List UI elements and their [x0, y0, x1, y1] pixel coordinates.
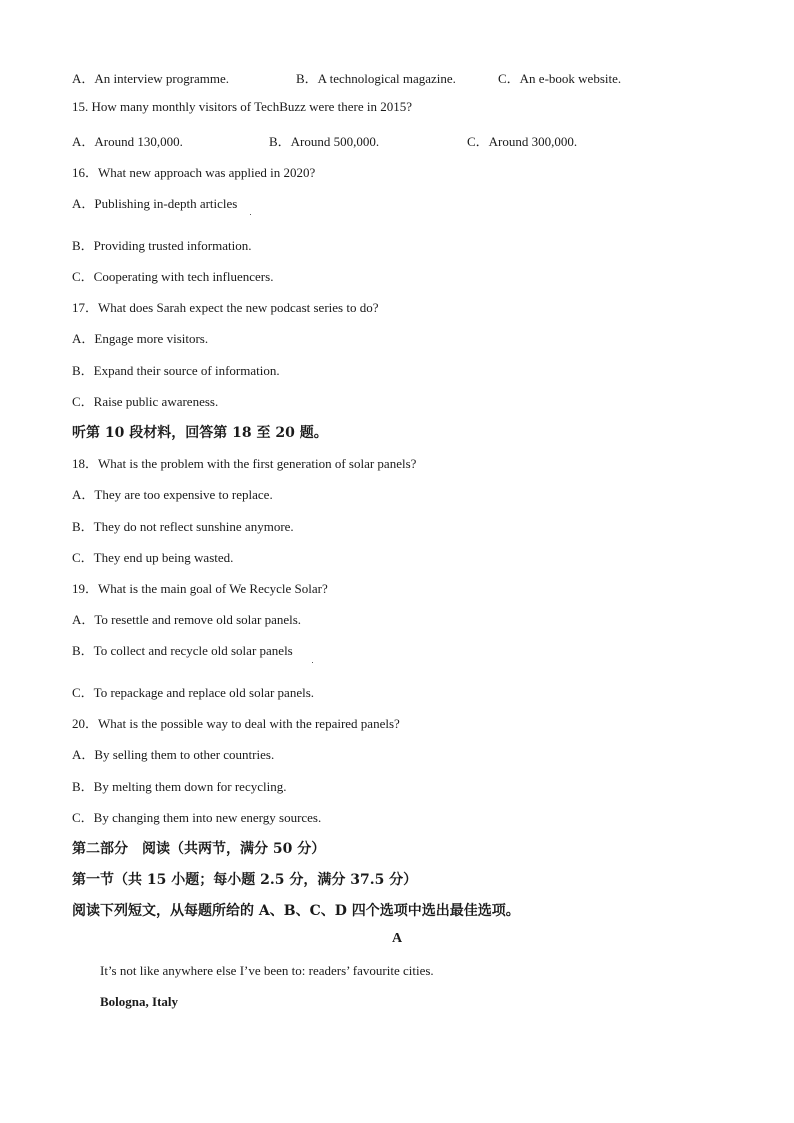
- q19-option-b: B．To collect and recycle old solar panels: [72, 643, 293, 658]
- city-title: Bologna, Italy: [100, 994, 179, 1009]
- q14-option-c: C．An e-book website.: [498, 71, 622, 86]
- stray-mark: [312, 662, 313, 663]
- q19-question: 19．What is the main goal of We Recycle Solar?: [72, 581, 328, 596]
- q19-option-c: C．To repackage and replace old solar panels.: [72, 685, 315, 700]
- q17-option-c: C．Raise public awareness.: [72, 394, 219, 409]
- q17-question: 17．What does Sarah expect the new podcast series to do?: [72, 300, 379, 315]
- q17-option-b: B．Expand their source of information.: [72, 363, 280, 378]
- stray-mark: [250, 214, 251, 215]
- q15-option-a: A．Around 130,000.: [72, 134, 183, 149]
- q16-option-c: C．Cooperating with tech influencers.: [72, 269, 274, 284]
- q16-question: 16．What new approach was applied in 2020?: [72, 165, 316, 180]
- q14-option-b: B．A technological magazine.: [296, 71, 456, 86]
- section-1-heading: 第一节（共 15 小题；每小题 2.5 分，满分 37.5 分）: [72, 872, 418, 888]
- part-2-heading: 第二部分 阅读（共两节，满分 50 分）: [72, 841, 326, 857]
- q20-option-b: B．By melting them down for recycling.: [72, 779, 287, 794]
- q15-question: 15. How many monthly visitors of TechBuzz were there in 2015?: [72, 99, 413, 114]
- q18-option-c: C．They end up being wasted.: [72, 550, 234, 565]
- q20-question: 20．What is the possible way to deal with the repaired panels?: [72, 716, 400, 731]
- q20-option-a: A．By selling them to other countries.: [72, 747, 275, 762]
- q15-option-b: B．Around 500,000.: [269, 134, 380, 149]
- passage-label: A: [391, 931, 403, 946]
- q18-question: 18．What is the problem with the first generation of solar panels?: [72, 456, 417, 471]
- q18-option-a: A．They are too expensive to replace.: [72, 487, 273, 502]
- q20-option-c: C．By changing them into new energy sources.: [72, 810, 322, 825]
- reading-instruction: 阅读下列短文，从每题所给的 A、B、C、D 四个选项中选出最佳选项。: [72, 903, 520, 919]
- q18-option-b: B．They do not reflect sunshine anymore.: [72, 519, 294, 534]
- q19-option-a: A．To resettle and remove old solar panels.: [72, 612, 302, 627]
- passage-intro: It’s not like anywhere else I’ve been to: readers’ favourite cities.: [100, 963, 434, 978]
- section-10-heading: 听第 10 段材料，回答第 18 至 20 题。: [72, 425, 328, 441]
- q16-option-b: B．Providing trusted information.: [72, 238, 252, 253]
- q17-option-a: A．Engage more visitors.: [72, 331, 209, 346]
- q15-option-c: C．Around 300,000.: [467, 134, 578, 149]
- q14-option-a: A．An interview programme.: [72, 71, 230, 86]
- q16-option-a: A．Publishing in-depth articles: [72, 196, 238, 211]
